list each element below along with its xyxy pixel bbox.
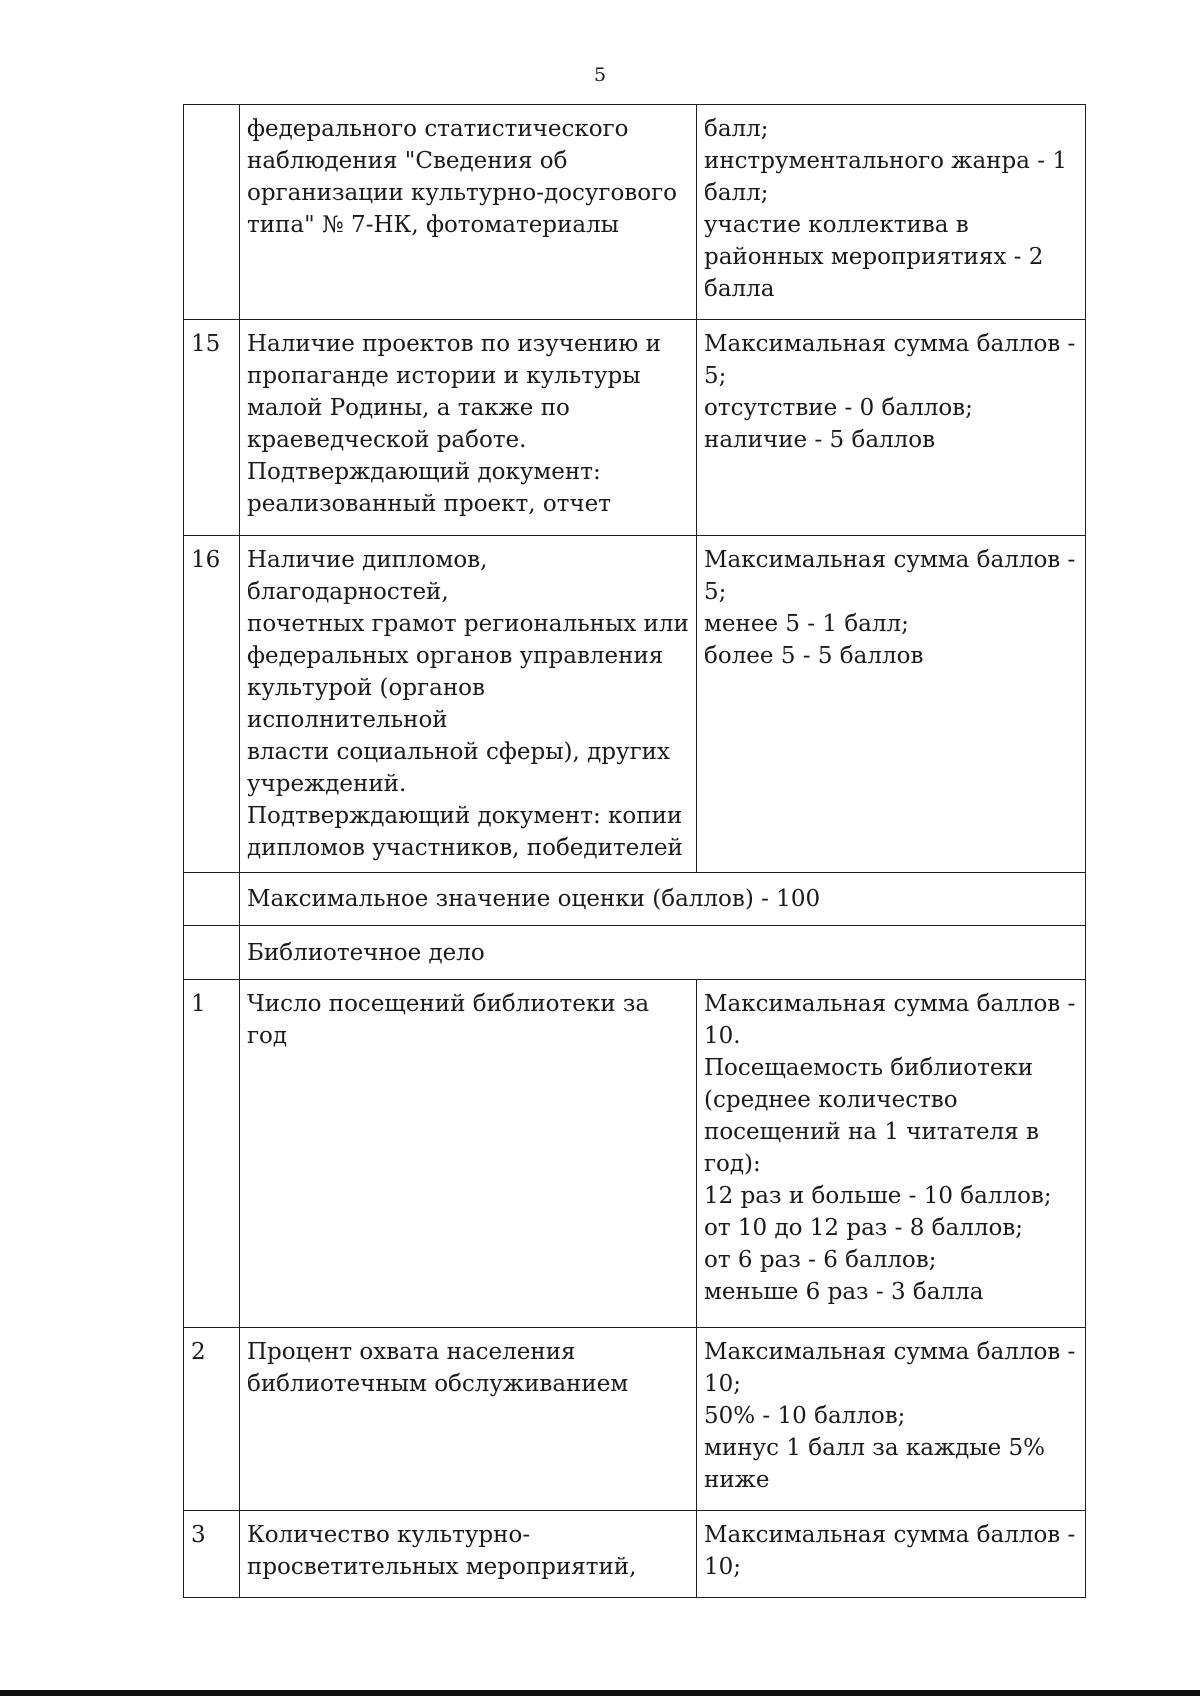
criterion-cell: Процент охвата населения библиотечным обслуживанием <box>240 1328 697 1511</box>
summary-row <box>184 873 1086 926</box>
criterion-cell: федерального статистического наблюдения "Сведения об организации культурно-досугового типа" № 7-НК, фотоматериалы <box>240 105 697 320</box>
row-number: 15 <box>184 320 240 536</box>
row-number: 2 <box>184 1328 240 1511</box>
scan-edge-bar <box>0 1690 1200 1696</box>
max-score-total: Максимальное значение оценки (баллов) - 100 <box>240 873 1086 926</box>
table-row <box>184 536 1086 873</box>
row-number <box>184 873 240 926</box>
row-number <box>184 926 240 980</box>
criterion-cell: Наличие дипломов, благодарностей, почетных грамот региональных или федеральных органов управления культурой (органов исполнительной власти социальной сферы), других учреждений. Подтверждающий документ: копии дипломов участников, победителей <box>240 536 697 873</box>
score-cell: Максимальная сумма баллов - 5; отсутствие - 0 баллов; наличие - 5 баллов <box>697 320 1086 536</box>
criterion-cell: Число посещений библиотеки за год <box>240 980 697 1328</box>
table-row <box>184 320 1086 536</box>
score-cell: Максимальная сумма баллов - 10; <box>697 1511 1086 1598</box>
row-number: 1 <box>184 980 240 1328</box>
page-number: 5 <box>593 64 607 86</box>
table-row <box>184 105 1086 320</box>
criteria-table <box>183 104 1086 1598</box>
row-number <box>184 105 240 320</box>
score-cell: Максимальная сумма баллов - 5; менее 5 - 1 балл; более 5 - 5 баллов <box>697 536 1086 873</box>
score-cell: Максимальная сумма баллов - 10. Посещаемость библиотеки (среднее количество посещений на 1 читателя в год): 12 раз и больше - 10 баллов; от 10 до 12 раз - 8 баллов; от 6 раз - 6 баллов; меньше 6 раз - 3 балла <box>697 980 1086 1328</box>
table-row <box>184 1511 1086 1598</box>
row-number: 16 <box>184 536 240 873</box>
table-row <box>184 1328 1086 1511</box>
score-cell: Максимальная сумма баллов - 10; 50% - 10 баллов; минус 1 балл за каждые 5% ниже <box>697 1328 1086 1511</box>
score-cell: балл; инструментального жанра - 1 балл; участие коллектива в районных мероприятиях - 2 балла <box>697 105 1086 320</box>
criterion-cell: Наличие проектов по изучению и пропаганде истории и культуры малой Родины, а также по краеведческой работе. Подтверждающий документ: реализованный проект, отчет <box>240 320 697 536</box>
row-number: 3 <box>184 1511 240 1598</box>
criterion-cell: Количество культурно- просветительных мероприятий, <box>240 1511 697 1598</box>
section-header-row <box>184 926 1086 980</box>
section-title: Библиотечное дело <box>240 926 1086 980</box>
table-row <box>184 980 1086 1328</box>
